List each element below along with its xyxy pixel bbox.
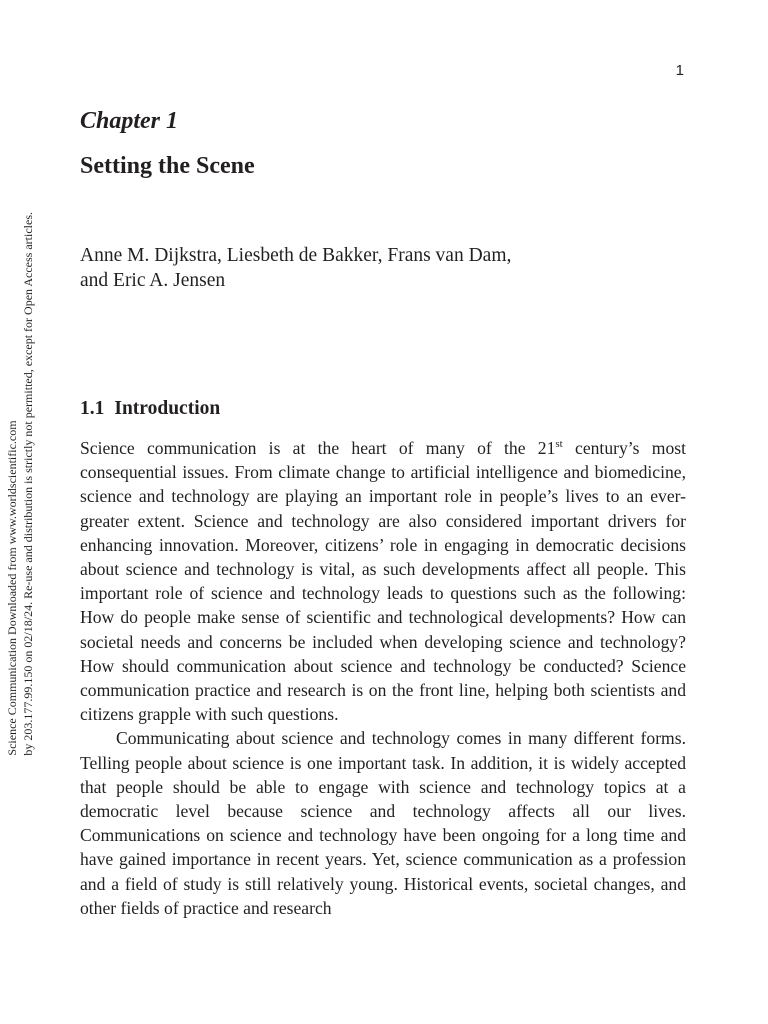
paragraph-2: Communicating about science and technology comes in many different forms. Telling people about science is one important task. In addition, it is widely accepted that people should be able to engage with science and technology topics at a democratic level because science and technology affects all our lives. Communications on science and technology have been ongoing for a long time and have gained importance in recent years. Yet, science communication as a profession and a field of study is still relatively young. Historical events, societal changes, and other fields of practice and research <box>80 728 686 918</box>
paragraph-1-start: Science communication is at the heart of many of the 21 <box>80 438 556 458</box>
chapter-authors <box>80 243 690 293</box>
page-number: 1 <box>675 62 684 79</box>
body-text <box>80 436 686 920</box>
section-heading <box>80 398 220 420</box>
paragraph-1 <box>80 436 686 726</box>
chapter-label: Chapter 1 <box>80 108 179 134</box>
authors-line-1: Anne M. Dijkstra, Liesbeth de Bakker, Frans van Dam, <box>80 245 512 266</box>
paragraph-1-rest: century’s most consequential issues. From climate change to artificial intelligence and biomedicine, science and technology are playing an important role in people’s lives to an ever-greater extent. Science and technology are also considered important drivers for enhancing innovation. Moreover, citizens’ role in engaging in democratic decisions about science and technology is vital, as such developments affect all people. This important role of science and technology leads to questions such as the following: How do people make sense of scientific and technological developments? How can societal needs and concerns be included when developing science and technology? How should communication about science and technology be conducted? Science communication practice and research is on the front line, helping both scientists and citizens grapple with such questions. <box>80 438 686 725</box>
section-title: Introduction <box>114 398 221 419</box>
download-notice <box>4 212 36 756</box>
authors-line-2: and Eric A. Jensen <box>80 270 226 291</box>
superscript-st: st <box>555 438 563 451</box>
section-number: 1.1 <box>80 398 105 419</box>
download-notice-line-1: Science Communication Downloaded from www.worldscientific.com <box>5 420 19 756</box>
download-notice-line-2: by 203.177.99.150 on 02/18/24. Re-use and distribution is strictly not permitted, except for Open Access articles. <box>21 212 35 756</box>
chapter-title: Setting the Scene <box>80 153 255 179</box>
